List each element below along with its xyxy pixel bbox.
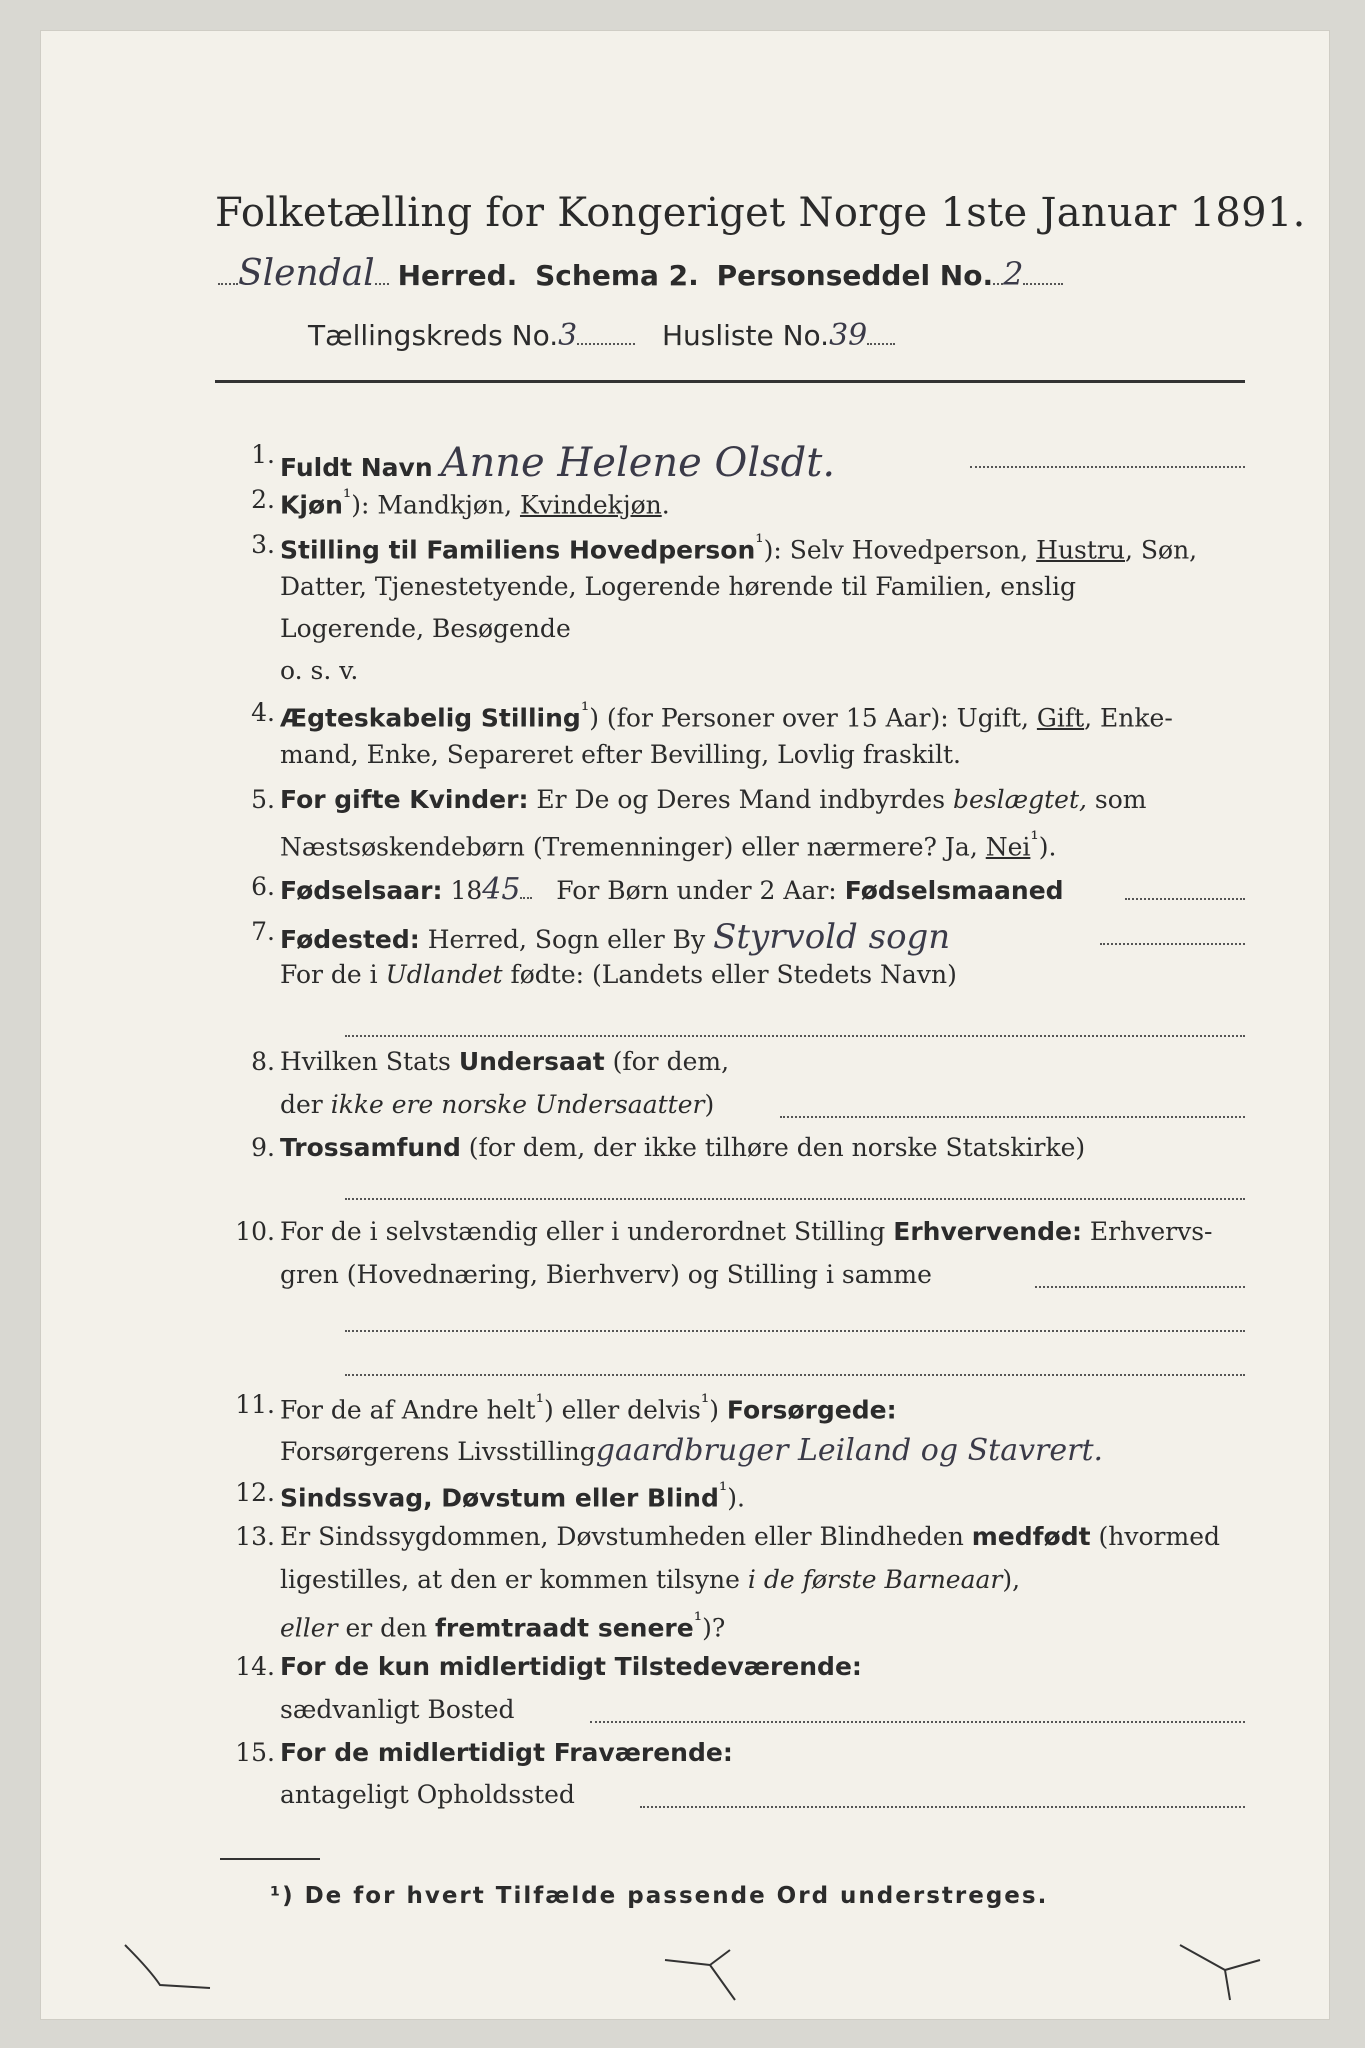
- item-3-line-3: Logerende, Besøgende: [280, 614, 571, 643]
- birth-year-value: 45: [482, 872, 521, 907]
- item-10-line: For de i selvstændig eller i underordnet Stilling Erhvervende: Erhvervs-: [280, 1217, 1213, 1246]
- kreds-label: Tællingskreds No.: [308, 319, 559, 352]
- personseddel-value: 2: [1003, 255, 1024, 293]
- item-13-line: Er Sindssygdommen, Døvstumheden eller Blindheden medfødt (hvormed: [280, 1522, 1220, 1551]
- item-13-number: 13.: [235, 1522, 275, 1551]
- item-3-line: Stilling til Familiens Hovedperson$^{^1}$): Selv Hovedperson, Hustru, Søn,: [280, 530, 1198, 565]
- item-11-number: 11.: [235, 1390, 275, 1419]
- herred-line: [218, 253, 1063, 294]
- item-14-line-2: sædvanligt Bosted: [280, 1695, 515, 1724]
- husliste-label: Husliste No.: [661, 319, 830, 352]
- herred-label: Herred.: [397, 259, 518, 292]
- item-7-number: 7.: [251, 917, 275, 946]
- item-15-number: 15.: [235, 1738, 275, 1767]
- item-10-line-2: gren (Hovednæring, Bierhverv) og Stilling i samme: [280, 1260, 932, 1289]
- footnote-rule: [220, 1858, 320, 1860]
- item-1-line: [280, 440, 835, 486]
- item-1-label: Fuldt Navn: [280, 453, 433, 482]
- item-14-line: For de kun midlertidigt Tilstedeværende:: [280, 1652, 862, 1681]
- item-1-value: Anne Helene Olsdt.: [440, 440, 836, 486]
- personseddel-label: Personseddel No.: [716, 259, 994, 292]
- corner-mark-left: [120, 1940, 220, 2000]
- item-13-line-2: ligestilles, at den er kommen tilsyne i de første Barneaar),: [280, 1565, 1021, 1594]
- item-14-number: 14.: [235, 1652, 275, 1681]
- footnote: ¹) De for hvert Tilfælde passende Ord understreges.: [270, 1883, 1049, 1909]
- item-11-line-2: Forsørgerens Livsstillinggaardbruger Leiland og Stavrert.: [280, 1433, 1104, 1468]
- item-9-line: Trossamfund (for dem, der ikke tilhøre den norske Statskirke): [280, 1133, 1086, 1162]
- item-4-line: Ægteskabelig Stilling$^{^1}$) (for Personer over 15 Aar): Ugift, Gift, Enke-: [280, 698, 1173, 733]
- item-13-line-3: eller er den fremtraadt senere$^{^1}$)?: [280, 1608, 726, 1643]
- item-11-line: For de af Andre helt$^{^1}$) eller delvis$^{^1}$) Forsørgede:: [280, 1390, 897, 1425]
- item-3-number: 3.: [251, 530, 275, 559]
- item-12-number: 12.: [235, 1478, 275, 1507]
- item-1-number: 1.: [251, 440, 275, 469]
- item-15-line-2: antageligt Opholdssted: [280, 1780, 575, 1809]
- item-3-line-4: o. s. v.: [280, 656, 359, 685]
- item-6-number: 6.: [251, 872, 275, 901]
- item-10-number: 10.: [235, 1217, 275, 1246]
- header-rule: [215, 380, 1245, 383]
- item-12-line: Sindssvag, Døvstum eller Blind$^{^1}$).: [280, 1478, 745, 1513]
- item-2-number: 2.: [251, 485, 275, 514]
- item-9-number: 9.: [251, 1133, 275, 1162]
- item-15-line: For de midlertidigt Fraværende:: [280, 1738, 733, 1767]
- provider-occupation-value: gaardbruger Leiland og Stavrert.: [595, 1433, 1104, 1468]
- herred-value: Slendal: [238, 253, 375, 294]
- item-3-line-2: Datter, Tjenestetyende, Logerende hørende til Familien, enslig: [280, 572, 1077, 601]
- kreds-value: 3: [558, 318, 578, 353]
- item-5-line-2: Næstsøskendebørn (Tremenninger) eller nærmere? Ja, Nei$^{^1}$).: [280, 827, 1057, 862]
- corner-mark-right: [1170, 1940, 1270, 2010]
- corner-mark-center: [660, 1940, 760, 2010]
- item-4-number: 4.: [251, 698, 275, 727]
- birthplace-value: Styrvold sogn: [713, 917, 951, 957]
- item-7-line-2: For de i Udlandet fødte: (Landets eller Stedets Navn): [280, 960, 957, 989]
- item-8-line-2: der ikke ere norske Undersaatter): [280, 1090, 715, 1119]
- item-7-line: Fødested: Herred, Sogn eller By Styrvold sogn: [280, 917, 951, 957]
- census-form-sheet: [40, 30, 1330, 2020]
- item-4-line-2: mand, Enke, Separeret efter Bevilling, Lovlig fraskilt.: [280, 740, 961, 769]
- schema-label: Schema 2.: [535, 259, 699, 292]
- item-2-line: Kjøn$^{^1}$): Mandkjøn, Kvindekjøn.: [280, 485, 670, 520]
- item-8-line: Hvilken Stats Undersaat (for dem,: [280, 1047, 730, 1076]
- item-6-line: Fødselsaar: 1845 For Børn under 2 Aar: Fødselsmaaned: [280, 872, 1064, 907]
- item-5-number: 5.: [251, 785, 275, 814]
- husliste-value: 39: [829, 318, 868, 353]
- form-title: Folketælling for Kongeriget Norge 1ste Januar 1891.: [215, 190, 1306, 236]
- item-5-line: For gifte Kvinder: Er De og Deres Mand indbyrdes beslægtet, som: [280, 785, 1147, 814]
- kreds-line: [308, 318, 895, 353]
- item-8-number: 8.: [251, 1047, 275, 1076]
